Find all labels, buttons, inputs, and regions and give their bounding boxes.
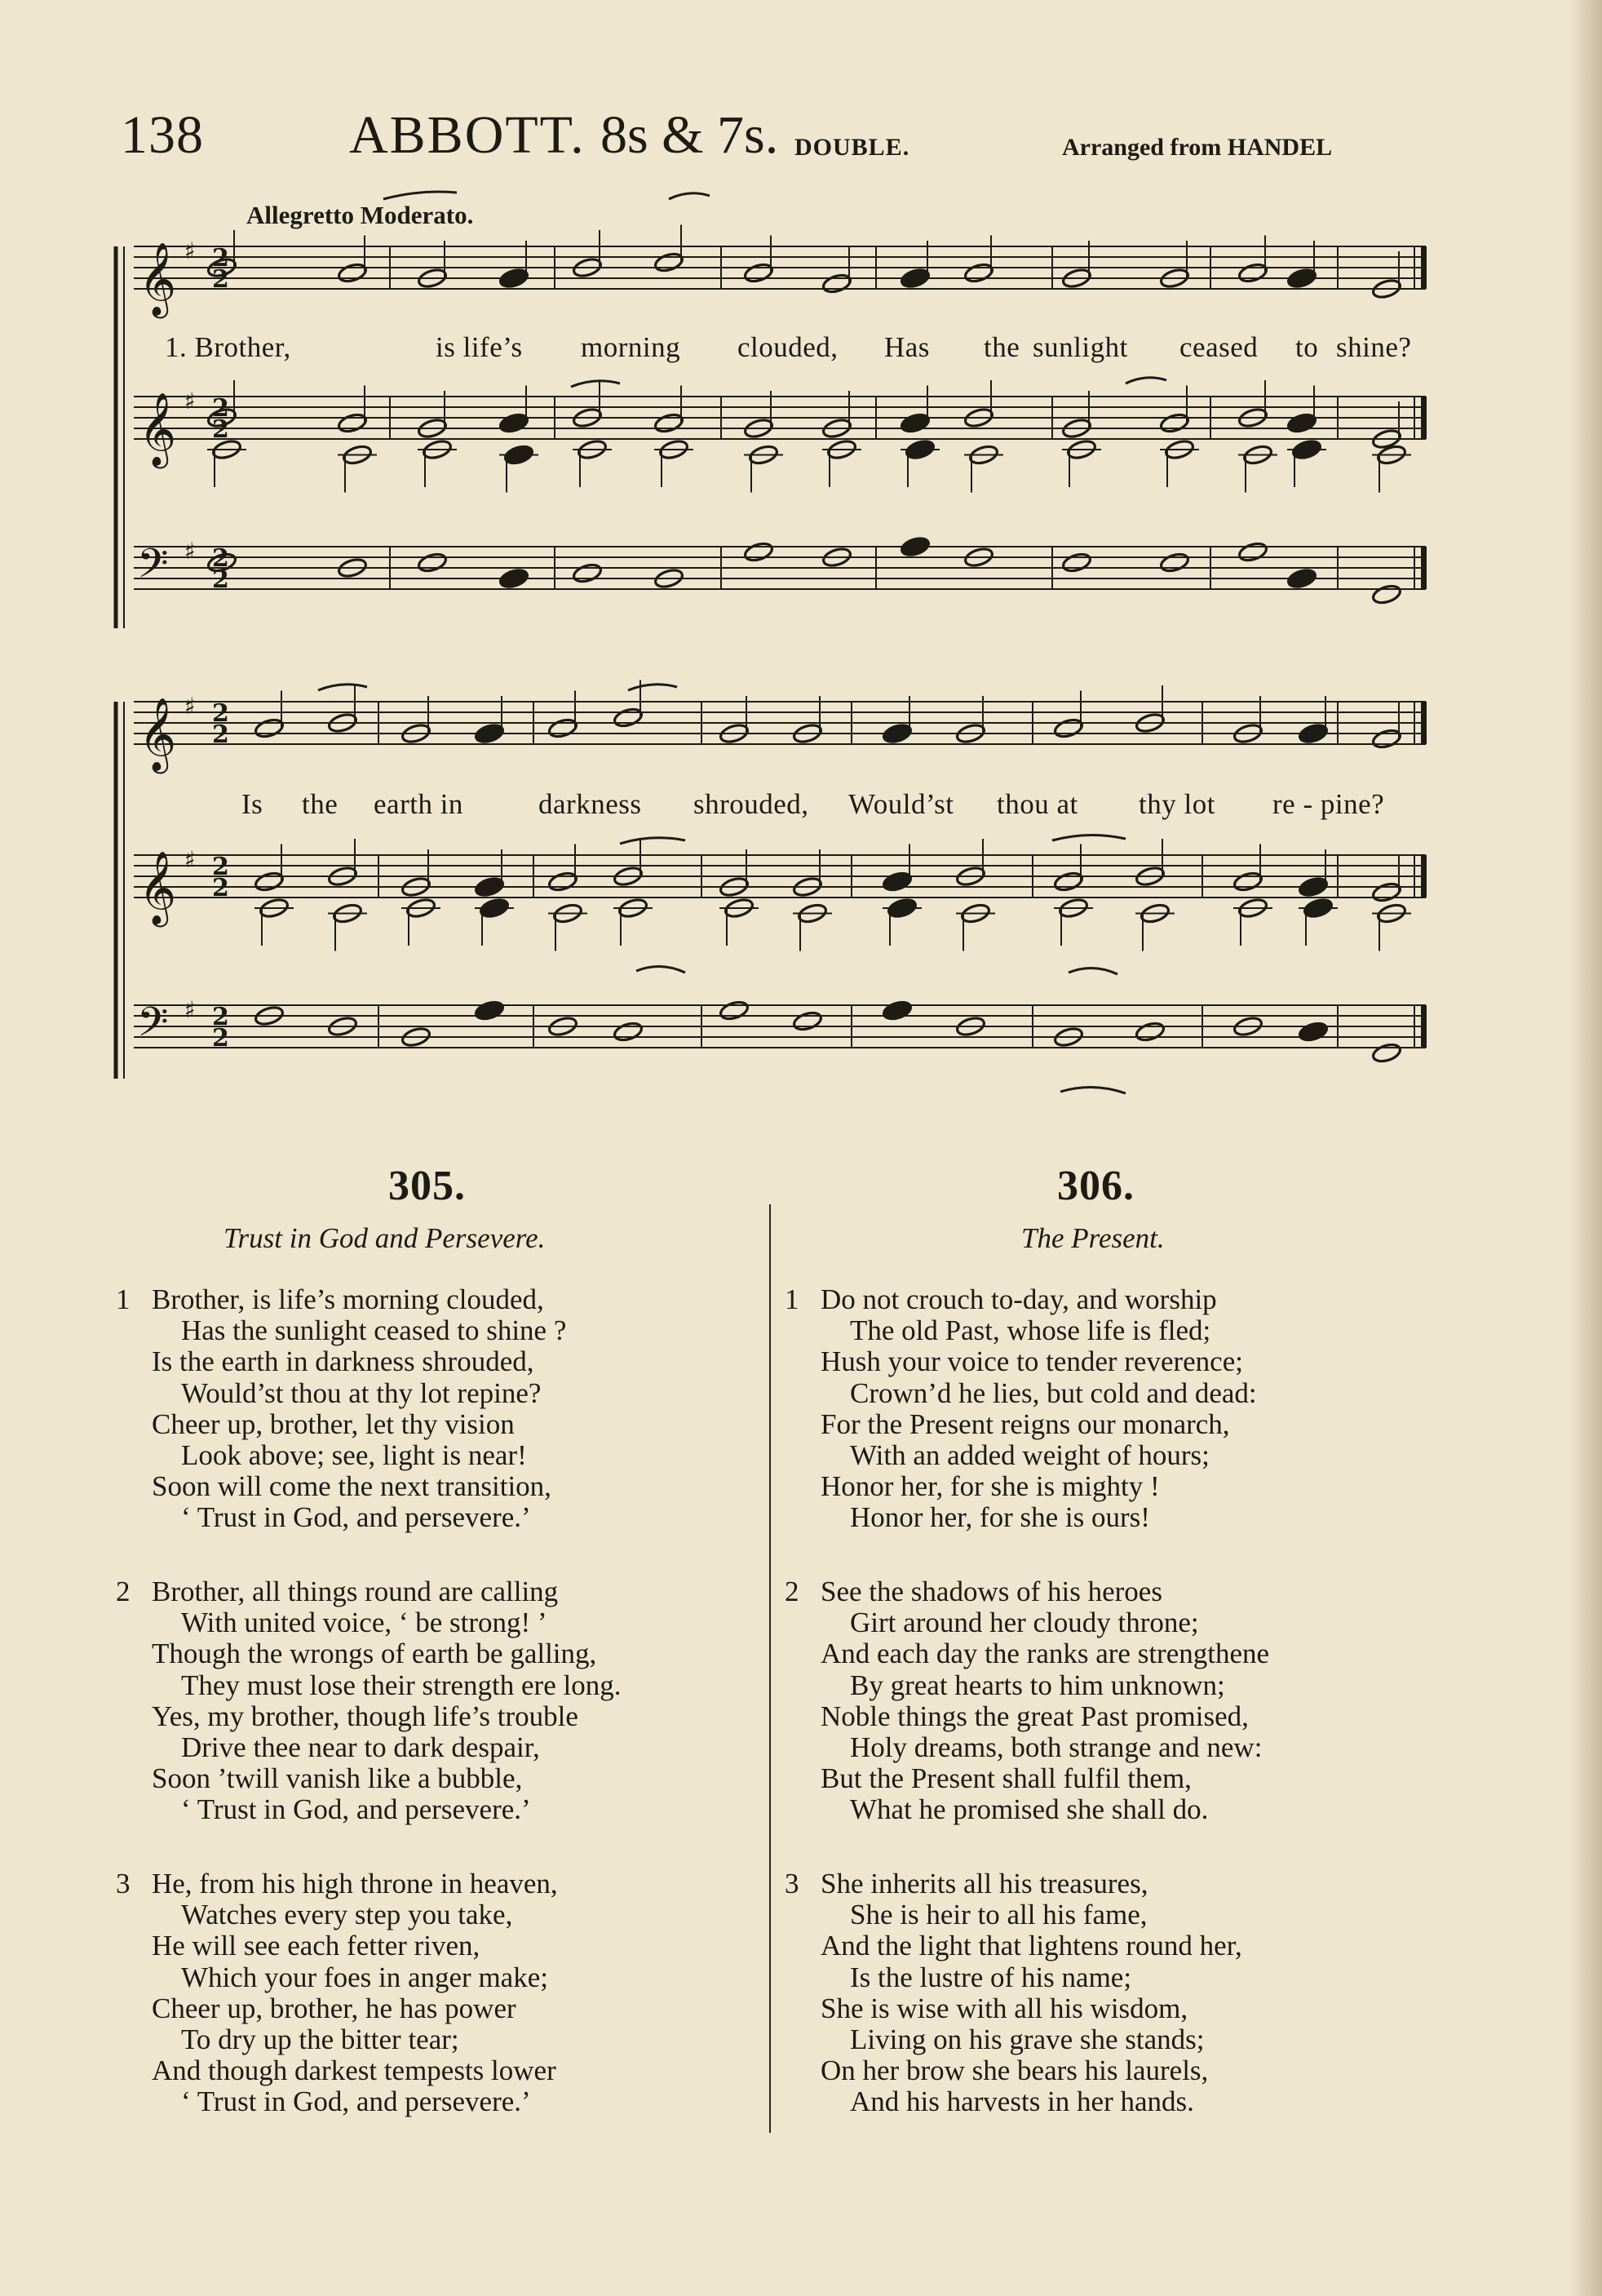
tune-variant: DOUBLE. — [794, 134, 910, 161]
note-head — [1237, 541, 1268, 564]
note-head — [337, 412, 368, 435]
note-head — [337, 262, 368, 285]
note-head — [1053, 717, 1084, 740]
tune-meter: 8s & 7s. — [600, 105, 779, 165]
time-signature-numerator: 2 — [212, 394, 229, 423]
verse-line: Crown’d he lies, but cold and dead: — [850, 1377, 1257, 1409]
note-head — [254, 717, 285, 740]
stanza-number: 1 — [116, 1283, 131, 1315]
note-head — [1286, 567, 1317, 590]
stanza-number: 3 — [116, 1868, 131, 1899]
slur — [1052, 835, 1126, 840]
treble-clef-icon: 𝄞 — [139, 392, 177, 466]
verse-line: And his harvests in her hands. — [850, 2085, 1194, 2117]
verse-line: Drive thee near to dark despair, — [181, 1731, 540, 1763]
hymn-title: The Present. — [1021, 1222, 1165, 1254]
verse-line: Watches every step you take, — [181, 1899, 513, 1930]
slur — [1069, 968, 1117, 974]
verse-line: Is the earth in darkness shrouded, — [152, 1345, 534, 1377]
verse-line: They must lose their strength ere long. — [181, 1669, 622, 1701]
verse-line: Soon ’twill vanish like a bubble, — [152, 1762, 523, 1794]
verse-line: With an added weight of hours; — [850, 1439, 1210, 1471]
verse-line: Cheer up, brother, let thy vision — [152, 1408, 515, 1440]
slur — [383, 192, 457, 199]
note-head — [900, 535, 931, 558]
verse-line: Would’st thou at thy lot repine? — [181, 1377, 542, 1409]
note-head — [613, 707, 644, 729]
note-head — [498, 267, 529, 290]
time-signature-denominator: 2 — [212, 1024, 229, 1053]
lyric-word: Would’st — [848, 788, 954, 820]
lyric-word: 1. Brother, — [165, 331, 291, 363]
note-head — [1286, 412, 1317, 435]
note-head — [963, 262, 994, 285]
lyric-word: thou at — [997, 788, 1078, 820]
stanza-number: 2 — [785, 1576, 799, 1607]
tempo-marking: Allegretto Moderato. — [246, 201, 474, 229]
slur — [628, 685, 677, 690]
verse-line: She is wise with all his wisdom, — [821, 1992, 1188, 2024]
note-head — [1371, 1042, 1402, 1065]
verse-line: Brother, all things round are calling — [152, 1576, 559, 1607]
verse-line: By great hearts to him unknown; — [850, 1669, 1225, 1701]
time-signature-denominator: 2 — [212, 265, 229, 294]
verse-line: Girt around her cloudy throne; — [850, 1607, 1199, 1638]
lyric-word: shrouded, — [693, 788, 809, 820]
lyric-word: Is — [241, 788, 263, 820]
slur — [1126, 378, 1166, 383]
note-head — [719, 1000, 750, 1022]
tune-name: ABBOTT. — [349, 105, 586, 165]
note-head — [1159, 552, 1190, 574]
stanza-number: 1 — [785, 1283, 799, 1315]
bass-clef-icon: 𝄢 — [137, 540, 169, 597]
slur — [571, 381, 620, 387]
note-head — [547, 871, 578, 893]
note-head — [792, 1010, 823, 1033]
note-head — [498, 412, 529, 435]
note-head — [1232, 871, 1263, 893]
slur — [620, 838, 685, 844]
treble-clef-icon: 𝄞 — [139, 242, 177, 316]
slur — [1060, 1087, 1126, 1093]
lyric-word: earth in — [374, 788, 463, 820]
final-bar-line — [1421, 246, 1427, 289]
verse-line: And the light that lightens round her, — [821, 1930, 1242, 1961]
note-head — [653, 412, 684, 435]
verse-line: See the shadows of his heroes — [821, 1576, 1162, 1607]
treble-clef-icon: 𝄞 — [139, 698, 177, 771]
lyric-word: morning — [581, 331, 681, 363]
bass-clef-icon: 𝄢 — [137, 999, 169, 1056]
note-head — [821, 273, 852, 295]
verse-line: And though darkest tempests lower — [152, 2054, 556, 2086]
time-signature-denominator: 2 — [212, 720, 229, 749]
verse-line: Which your foes in anger make; — [181, 1961, 548, 1993]
note-head — [613, 1021, 644, 1044]
note-head — [743, 541, 774, 564]
stanza-number: 2 — [116, 1576, 131, 1607]
arranger-credit: Arranged from HANDEL — [1062, 134, 1333, 161]
lyric-word: Has — [884, 331, 930, 363]
note-head — [547, 717, 578, 740]
note-head — [900, 412, 931, 435]
verse-line: She is heir to all his fame, — [850, 1899, 1148, 1930]
verse-line: ‘ Trust in God, and persevere.’ — [181, 1793, 531, 1825]
verse-line: ‘ Trust in God, and persevere.’ — [181, 2085, 531, 2117]
verse-line: Hush your voice to tender reverence; — [821, 1345, 1243, 1377]
verse-line: Is the lustre of his name; — [850, 1961, 1132, 1993]
note-head — [474, 722, 505, 745]
note-head — [653, 251, 684, 274]
verse-line: With united voice, ‘ be strong! ’ — [181, 1607, 547, 1638]
time-signature-numerator: 2 — [212, 699, 229, 728]
verse-line: For the Present reigns our monarch, — [821, 1408, 1230, 1440]
slur — [636, 966, 685, 973]
hymn-title: Trust in God and Persevere. — [223, 1222, 546, 1254]
hymn-number: 306. — [1057, 1163, 1135, 1209]
verse-line: Honor her, for she is mighty ! — [821, 1470, 1160, 1502]
note-head — [1135, 1021, 1166, 1044]
note-head — [1371, 728, 1402, 751]
verse-line: He, from his high throne in heaven, — [152, 1868, 558, 1899]
note-head — [1159, 412, 1190, 435]
key-signature-sharp-icon: ♯ — [184, 846, 196, 873]
note-head — [498, 567, 529, 590]
final-bar-line — [1421, 397, 1427, 439]
verse-line: Look above; see, light is near! — [181, 1439, 527, 1471]
lyric-word: is life’s — [436, 331, 523, 363]
key-signature-sharp-icon: ♯ — [184, 693, 196, 720]
note-head — [882, 1000, 913, 1022]
note-head — [882, 722, 913, 745]
verse-line: On her brow she bears his laurels, — [821, 2054, 1209, 2086]
verse-line: And each day the ranks are strengthene — [821, 1638, 1270, 1669]
note-head — [1371, 881, 1402, 904]
time-signature-denominator: 2 — [212, 874, 229, 902]
lyric-word: clouded, — [737, 331, 839, 363]
lyric-word: the — [302, 788, 339, 820]
note-head — [900, 267, 931, 290]
stanza-number: 3 — [785, 1868, 799, 1899]
lyric-word: to — [1295, 331, 1319, 363]
note-head — [1237, 262, 1268, 285]
music-score — [0, 0, 1602, 1142]
lyric-word: darkness — [538, 788, 642, 820]
verse-line: But the Present shall fulfil them, — [821, 1762, 1192, 1794]
note-head — [882, 871, 913, 893]
final-bar-line — [1421, 855, 1427, 898]
note-head — [1053, 871, 1084, 893]
key-signature-sharp-icon: ♯ — [184, 388, 196, 414]
time-signature-numerator: 2 — [212, 544, 229, 573]
time-signature-numerator: 2 — [212, 1003, 229, 1031]
verse-line: What he promised she shall do. — [850, 1793, 1209, 1825]
slur — [669, 193, 710, 199]
verse-line: Do not crouch to-day, and worship — [821, 1283, 1217, 1315]
note-head — [254, 871, 285, 893]
verse-line: ‘ Trust in God, and persevere.’ — [181, 1501, 531, 1533]
lyric-word: ceased — [1179, 331, 1259, 363]
lyric-word: thy lot — [1139, 788, 1215, 820]
lyric-word: sunlight — [1033, 331, 1128, 363]
verse-line: Noble things the great Past promised, — [821, 1700, 1249, 1732]
time-signature-numerator: 2 — [212, 853, 229, 881]
lyric-word: re - pine? — [1272, 788, 1385, 820]
column-divider — [769, 1204, 771, 2133]
note-head — [417, 552, 448, 574]
verse-line: She inherits all his treasures, — [821, 1868, 1148, 1899]
note-head — [1298, 1021, 1329, 1044]
note-head — [474, 1000, 505, 1022]
hymn-number: 305. — [388, 1163, 466, 1209]
final-bar-line — [1421, 547, 1427, 589]
verse-line: Soon will come the next transition, — [152, 1470, 551, 1502]
verse-line: Brother, is life’s morning clouded, — [152, 1283, 544, 1315]
verse-line: Though the wrongs of earth be galling, — [152, 1638, 597, 1669]
verse-line: Holy dreams, both strange and new: — [850, 1731, 1263, 1763]
note-head — [572, 562, 603, 585]
verse-line: Has the sunlight ceased to shine ? — [181, 1314, 567, 1346]
time-signature-numerator: 2 — [212, 244, 229, 273]
verse-line: Honor her, for she is ours! — [850, 1501, 1150, 1533]
note-head — [1298, 875, 1329, 898]
note-head — [1286, 267, 1317, 290]
final-bar-line — [1421, 702, 1427, 744]
note-head — [743, 262, 774, 285]
page-number: 138 — [121, 105, 204, 165]
time-signature-denominator: 2 — [212, 565, 229, 594]
key-signature-sharp-icon: ♯ — [184, 996, 196, 1023]
verse-line: The old Past, whose life is fled; — [850, 1314, 1211, 1346]
lyric-word: shine? — [1336, 331, 1412, 363]
treble-clef-icon: 𝄞 — [139, 851, 177, 924]
final-bar-line — [1421, 1005, 1427, 1048]
note-head — [474, 875, 505, 898]
key-signature-sharp-icon: ♯ — [184, 237, 196, 264]
note-head — [1298, 722, 1329, 745]
note-head — [1371, 583, 1402, 606]
lyric-word: the — [984, 331, 1020, 363]
time-signature-denominator: 2 — [212, 415, 229, 444]
verse-line: To dry up the bitter tear; — [181, 2023, 459, 2055]
slur — [318, 685, 367, 690]
verse-line: Living on his grave she stands; — [850, 2023, 1205, 2055]
verse-line: He will see each fetter riven, — [152, 1930, 480, 1961]
verse-line: Yes, my brother, though life’s trouble — [152, 1700, 578, 1732]
verse-line: Cheer up, brother, he has power — [152, 1992, 516, 2024]
note-head — [1061, 552, 1092, 574]
key-signature-sharp-icon: ♯ — [184, 538, 196, 565]
